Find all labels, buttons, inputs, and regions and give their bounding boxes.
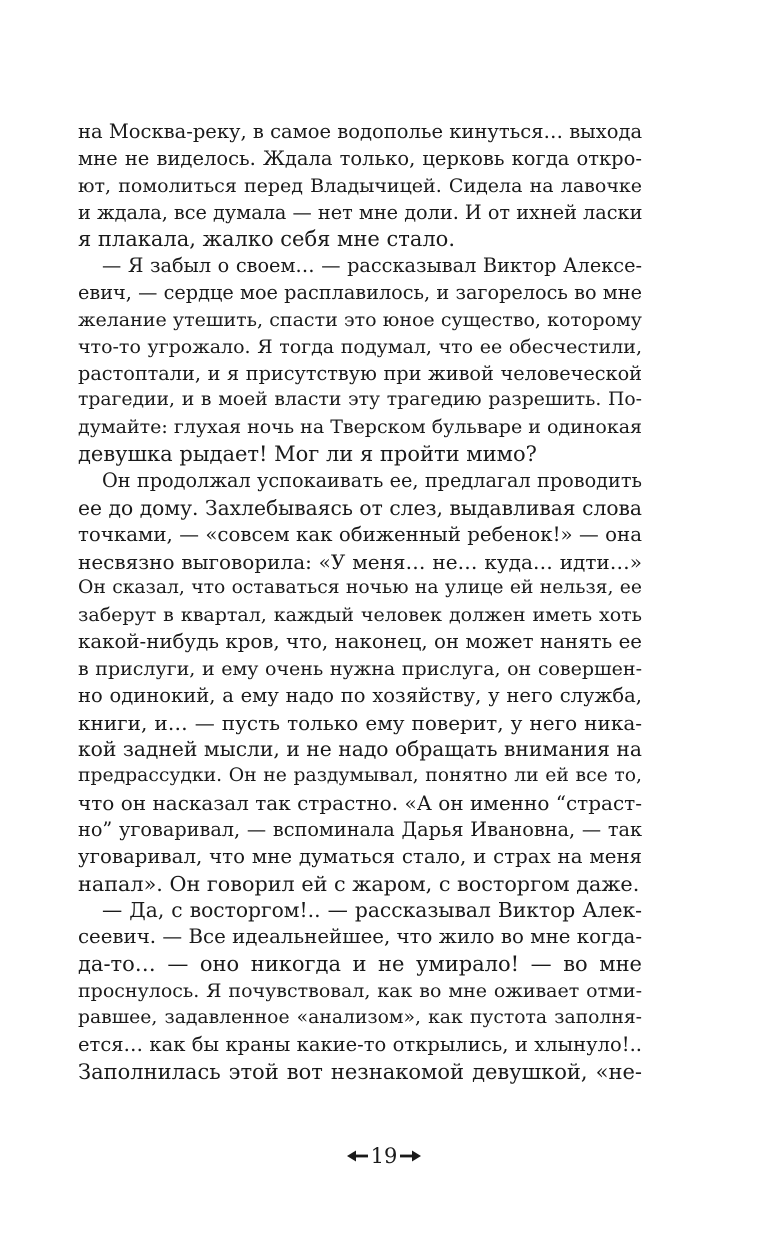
text-line: какой-нибудь кров, что, наконец, он может нанять ее — [78, 630, 642, 654]
text-line: ется… как бы краны какие-то открылись, и хлынуло!.. — [78, 1032, 642, 1056]
text-line: Он сказал, что оставаться ночью на улице ей нельзя, ее — [78, 577, 642, 599]
text-line: да-то… — оно никогда и не умирало! — во мне — [78, 952, 642, 977]
text-line: мне не виделось. Ждала только, церковь когда откро- — [78, 146, 642, 170]
text-line: что он насказал так страстно. «А он именно “страст- — [78, 791, 642, 816]
page-number: 19 — [370, 1143, 398, 1168]
text-line: несвязно выговорила: «У меня… не… куда… идти…» — [78, 549, 642, 574]
text-line: трагедии, и в моей власти эту трагедию разрешить. По- — [78, 389, 642, 411]
text-line: сеевич. — Все идеальнейшее, что жило во мне когда- — [78, 925, 642, 949]
text-line: я плакала, жалко себя мне стало. — [78, 227, 456, 252]
text-line: ее до дому. Захлебываясь от слез, выдавливая слова — [78, 495, 642, 520]
text-line: заберут в квартал, каждый человек должен иметь хоть — [78, 604, 642, 627]
text-line: уговаривал, что мне думаться стало, и страх на меня — [78, 844, 642, 868]
text-line: равшее, задавленное «анализом», как пустота заполня- — [78, 1006, 642, 1028]
text-line: точками, — «совсем как обиженный ребенок!» — она — [78, 522, 642, 546]
text-line: и ждала, все думала — нет мне доли. И от ихней ласки — [78, 200, 642, 224]
text-line: в прислуги, и ему очень нужна прислуга, он совершен- — [78, 657, 642, 680]
body-text — [78, 119, 642, 1085]
text-line: растоптали, и я присутствую при живой человеческой — [78, 361, 642, 385]
text-line: желание утешить, спасти это юное существо, которому — [78, 308, 642, 331]
text-line: евич, — сердце мое расплавилось, и загорелось во мне — [78, 281, 642, 305]
text-line: проснулось. Я почувствовал, как во мне оживает отми- — [78, 980, 642, 1002]
text-line: Заполнилась этой вот незнакомой девушкой, «не- — [78, 1059, 642, 1084]
text-line: кой задней мысли, и не надо обращать внимания на — [78, 737, 642, 762]
text-line: что-то угрожало. Я тогда подумал, что ее обесчестили, — [78, 335, 642, 358]
text-line: ют, помолиться перед Владычицей. Сидела на лавочке — [78, 174, 642, 197]
page-number-footer — [0, 1141, 768, 1169]
text-line: книги, и… — пусть только ему поверит, у него ника- — [78, 710, 642, 735]
text-line: предрассудки. Он не раздумывал, понятно ли ей все то, — [78, 765, 642, 787]
text-line: — Да, с восторгом!.. — рассказывал Виктор Алек- — [102, 898, 642, 923]
text-line: но” уговаривал, — вспоминала Дарья Ивановна, — так — [78, 817, 642, 841]
text-line: на Москва-реку, в самое водополье кинуться… выхода — [78, 120, 642, 143]
text-line: напал». Он говорил ей с жаром, с восторгом даже. — [78, 871, 640, 896]
ornament-arrow-left-icon — [347, 1150, 369, 1162]
ornament-arrow-right-icon — [399, 1150, 421, 1162]
text-line: Он продолжал успокаивать ее, предлагал проводить — [102, 468, 642, 492]
text-line: девушка рыдает! Мог ли я пройти мимо? — [78, 442, 537, 467]
text-line: думайте: глухая ночь на Тверском бульваре и одинокая — [78, 416, 642, 439]
text-line: но одинокий, а ему надо по хозяйству, у него служба, — [78, 683, 642, 707]
text-line: — Я забыл о своем… — рассказывал Виктор Алексе- — [102, 254, 642, 278]
